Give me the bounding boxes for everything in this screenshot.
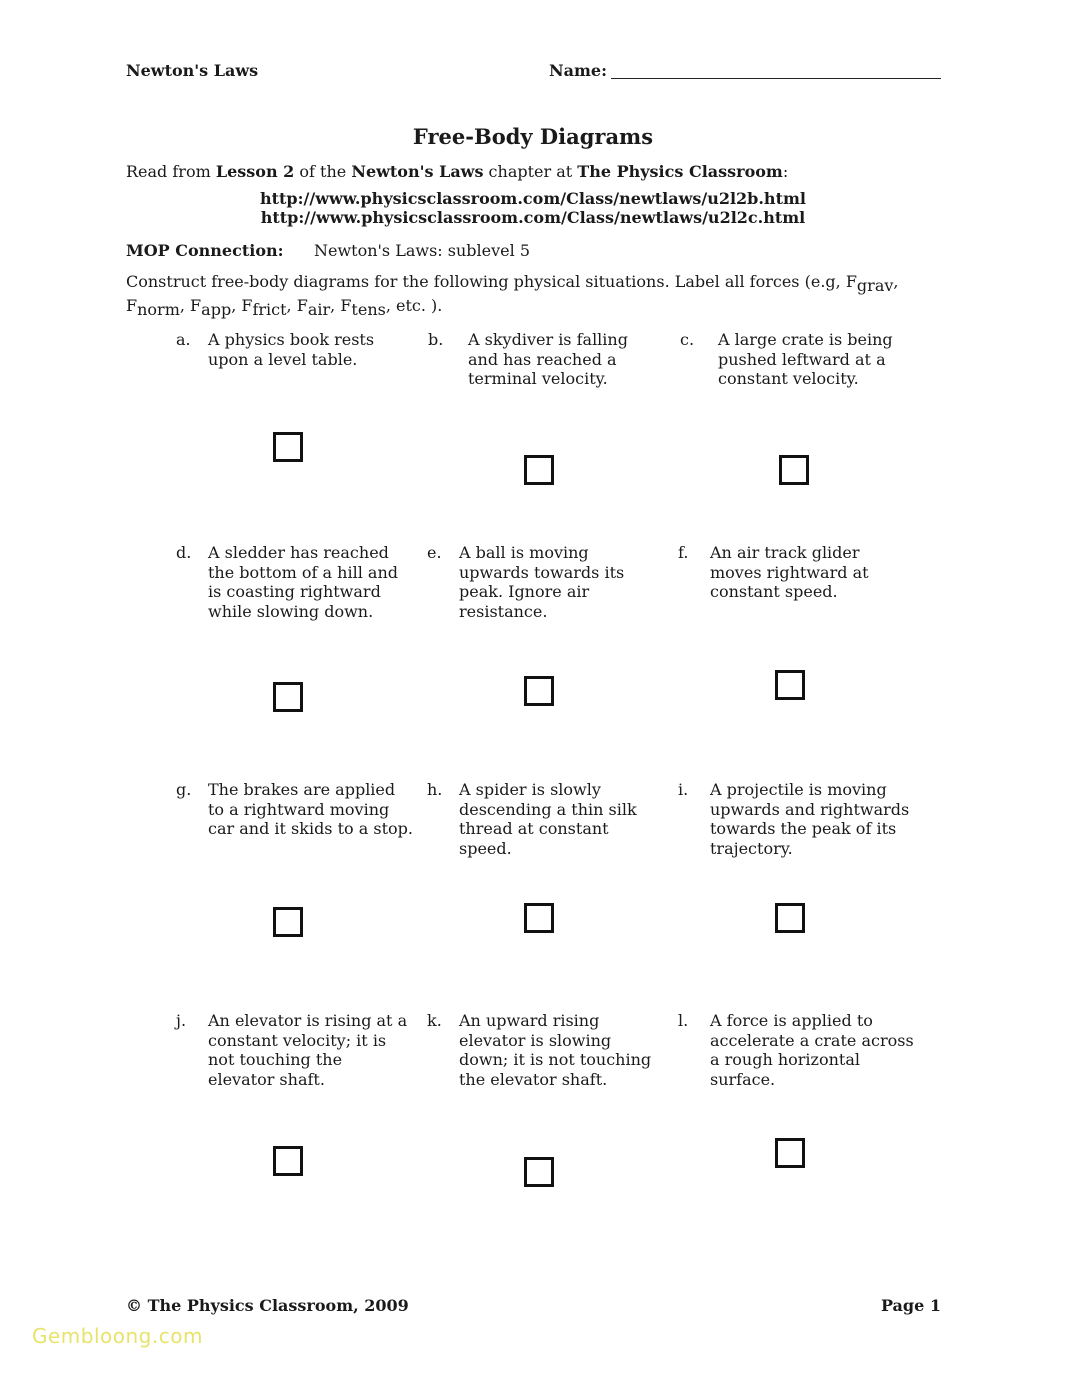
question-letter: c. (680, 330, 695, 349)
diagram-box-j[interactable] (273, 1146, 303, 1176)
question-text: A projectile is moving upwards and rightwards towards the peak of its trajectory. (710, 780, 910, 858)
force-label-air: $F_{air}$ (296, 296, 331, 319)
question-letter: f. (678, 543, 689, 562)
diagram-box-a[interactable] (273, 432, 303, 462)
read-mid2: chapter at (483, 162, 578, 181)
question-letter: g. (176, 780, 192, 799)
name-label: Name: (549, 61, 608, 80)
diagram-box-i[interactable] (775, 903, 805, 933)
question-text: A force is applied to accelerate a crate across a rough horizontal surface. (710, 1011, 914, 1089)
instructions-ending: , etc. ). (385, 296, 443, 315)
question-text: The brakes are applied to a rightward moving car and it skids to a stop. (208, 780, 413, 838)
diagram-box-d[interactable] (273, 682, 303, 712)
question-text: A sledder has reached the bottom of a hill and is coasting rightward while slowing down. (208, 543, 399, 621)
force-label-app: $F_{app}$ (190, 296, 232, 319)
question-text: An air track glider moves rightward at constant speed. (710, 543, 869, 601)
question-text: A large crate is being pushed leftward at a constant velocity. (718, 330, 893, 388)
diagram-box-e[interactable] (524, 676, 554, 706)
diagram-box-h[interactable] (524, 903, 554, 933)
lesson-url-2[interactable]: http://www.physicsclassroom.com/Class/newtlaws/u2l2c.html (260, 208, 806, 227)
question-letter: k. (427, 1011, 442, 1030)
diagram-box-l[interactable] (775, 1138, 805, 1168)
instructions-text: Construct free-body diagrams for the following physical situations. Label all forces (e.g, (126, 272, 846, 291)
question-letter: h. (427, 780, 443, 799)
name-blank-line[interactable] (611, 78, 941, 79)
question-letter: a. (176, 330, 191, 349)
question-text: An elevator is rising at a constant velocity; it is not touching the elevator shaft. (208, 1011, 408, 1089)
read-mid1: of the (294, 162, 352, 181)
question-text: A spider is slowly descending a thin silk thread at constant speed. (459, 780, 637, 858)
read-chapter: Newton's Laws (351, 162, 484, 181)
instructions: Construct free-body diagrams for the following physical situations. Label all forces (e.g, $F_{grav}$, $F_{norm}$, $F_{app}$, $F_{frict}$, $F_{air}$, $F_{tens}$, etc. ). (126, 272, 899, 319)
read-lesson: Lesson 2 (215, 162, 295, 181)
watermark: Gembloong.com (32, 1324, 203, 1348)
question-letter: l. (678, 1011, 689, 1030)
diagram-box-c[interactable] (779, 455, 809, 485)
question-letter: e. (427, 543, 442, 562)
read-prefix: Read from (126, 162, 216, 181)
diagram-box-k[interactable] (524, 1157, 554, 1187)
question-letter: i. (678, 780, 689, 799)
read-site: The Physics Classroom (577, 162, 783, 181)
force-label-norm: $F_{norm}$ (126, 296, 180, 319)
mop-connection-label: MOP Connection: (126, 241, 284, 260)
page-number: Page 1 (880, 1296, 941, 1315)
question-letter: b. (428, 330, 444, 349)
copyright-notice: © The Physics Classroom, 2009 (126, 1296, 409, 1315)
read-suffix: : (782, 162, 789, 181)
question-text: A physics book rests upon a level table. (208, 330, 375, 369)
question-letter: j. (176, 1011, 187, 1030)
reading-instruction (126, 162, 788, 181)
question-letter: d. (176, 543, 192, 562)
force-label-grav: $F_{grav}$ (845, 272, 894, 295)
question-text: A skydiver is falling and has reached a terminal velocity. (468, 330, 628, 388)
diagram-box-b[interactable] (524, 455, 554, 485)
mop-connection-value: Newton's Laws: sublevel 5 (314, 241, 531, 260)
lesson-url-1[interactable]: http://www.physicsclassroom.com/Class/newtlaws/u2l2b.html (260, 189, 806, 208)
force-label-frict: $F_{frict}$ (241, 296, 287, 319)
force-label-tens: $F_{tens}$ (340, 296, 386, 319)
question-text: A ball is moving upwards towards its peak. Ignore air resistance. (459, 543, 625, 621)
question-text: An upward rising elevator is slowing down; it is not touching the elevator shaft. (459, 1011, 652, 1089)
chapter-label: Newton's Laws (126, 61, 259, 80)
diagram-box-f[interactable] (775, 670, 805, 700)
diagram-box-g[interactable] (273, 907, 303, 937)
page-title: Free-Body Diagrams (412, 124, 654, 149)
